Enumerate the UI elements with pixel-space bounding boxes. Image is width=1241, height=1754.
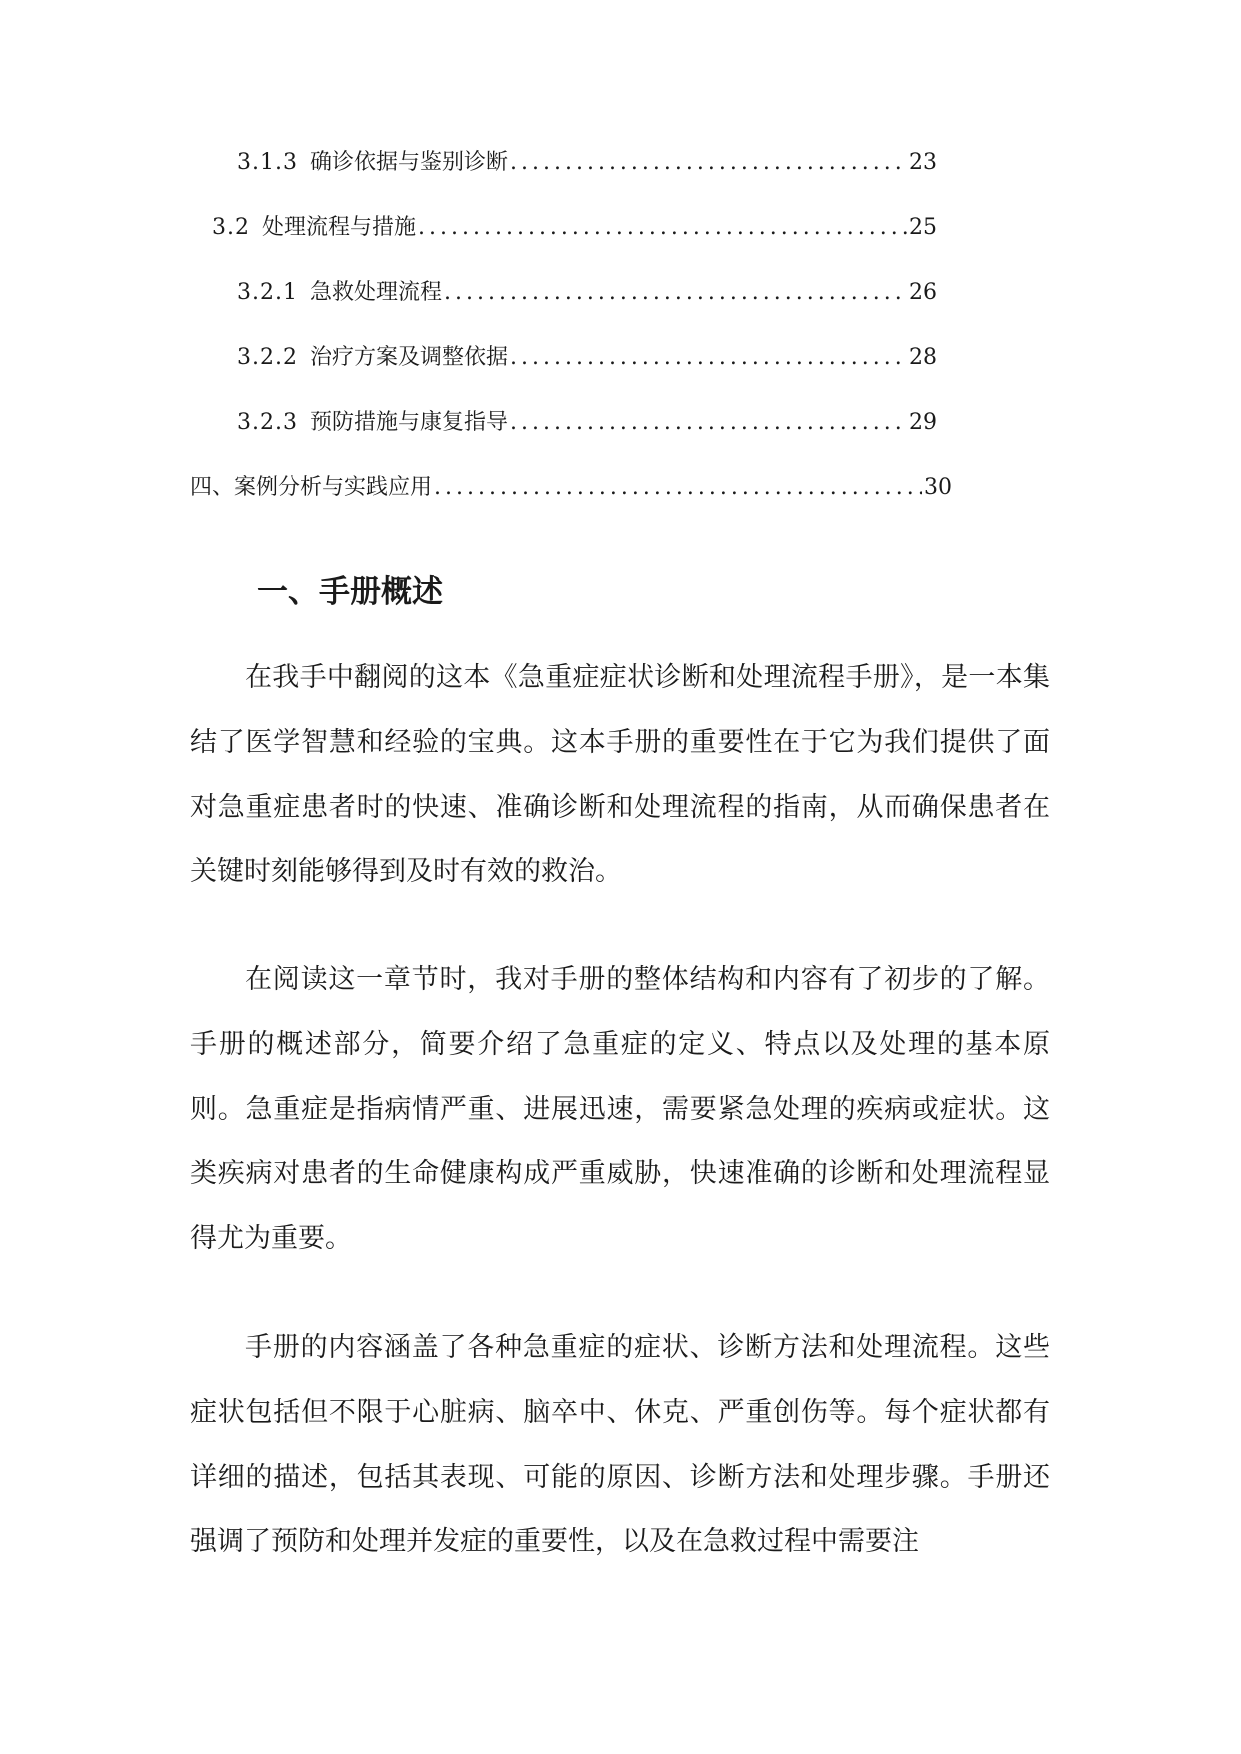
toc-entry-3-2-2[interactable]: [237, 333, 937, 373]
toc-entry-3-2-1[interactable]: [237, 268, 937, 308]
toc-entry-title: 预防措施与康复指导: [309, 410, 508, 435]
toc-leader-dots: [510, 343, 907, 373]
toc-entry-page: 29: [909, 410, 937, 435]
toc-entry-page: 28: [909, 345, 937, 370]
toc-entry-page: 23: [909, 150, 937, 175]
body-paragraph: 在我手中翻阅的这本《急重症症状诊断和处理流程手册》，是一本集结了医学智慧和经验的宝典。这本手册的重要性在于它为我们提供了面对急重症患者时的快速、准确诊断和处理流程的指南，从而确保患者在关键时刻能够得到及时有效的救治。: [190, 662, 1050, 888]
toc-entry-title: 四、案例分析与实践应用: [190, 475, 433, 500]
body-paragraph: 手册的内容涵盖了各种急重症的症状、诊断方法和处理流程。这些症状包括但不限于心脏病、脑卒中、休克、严重创伤等。每个症状都有详细的描述，包括其表现、可能的原因、诊断方法和处理步骤。手册还强调了预防和处理并发症的重要性，以及在急救过程中需要注: [190, 1332, 1050, 1558]
section-heading: 一、手册概述: [257, 574, 443, 610]
toc-entry-number: 3.2.1: [237, 280, 298, 305]
toc-entry-number: 3.2: [212, 215, 250, 240]
toc-entry-title: 确诊依据与鉴别诊断: [309, 150, 508, 175]
toc-entry-title: 急救处理流程: [309, 280, 442, 305]
toc-entry-page: 30: [924, 475, 952, 500]
toc-leader-dots: [510, 148, 907, 178]
toc-entry-3-2-3[interactable]: [237, 398, 937, 438]
toc-entry-3-1-3[interactable]: [237, 138, 937, 178]
toc-leader-dots: [418, 213, 907, 243]
toc-entry-title: 处理流程与措施: [262, 215, 417, 240]
toc-entry-number: 3.2.3: [237, 410, 298, 435]
toc-leader-dots: [434, 473, 922, 503]
toc-entry-title: 治疗方案及调整依据: [309, 345, 508, 370]
toc-entry-page: 25: [909, 215, 937, 240]
toc-entry-chapter-4[interactable]: [190, 463, 952, 503]
toc-leader-dots: [444, 278, 907, 308]
toc-leader-dots: [510, 408, 907, 438]
toc-entry-number: 3.1.3: [237, 150, 298, 175]
toc-entry-3-2[interactable]: [212, 203, 937, 243]
toc-entry-page: 26: [909, 280, 937, 305]
toc-entry-number: 3.2.2: [237, 345, 298, 370]
body-paragraph: 在阅读这一章节时，我对手册的整体结构和内容有了初步的了解。手册的概述部分，简要介绍了急重症的定义、特点以及处理的基本原则。急重症是指病情严重、进展迅速，需要紧急处理的疾病或症状。这类疾病对患者的生命健康构成严重威胁，快速准确的诊断和处理流程显得尤为重要。: [190, 964, 1050, 1255]
